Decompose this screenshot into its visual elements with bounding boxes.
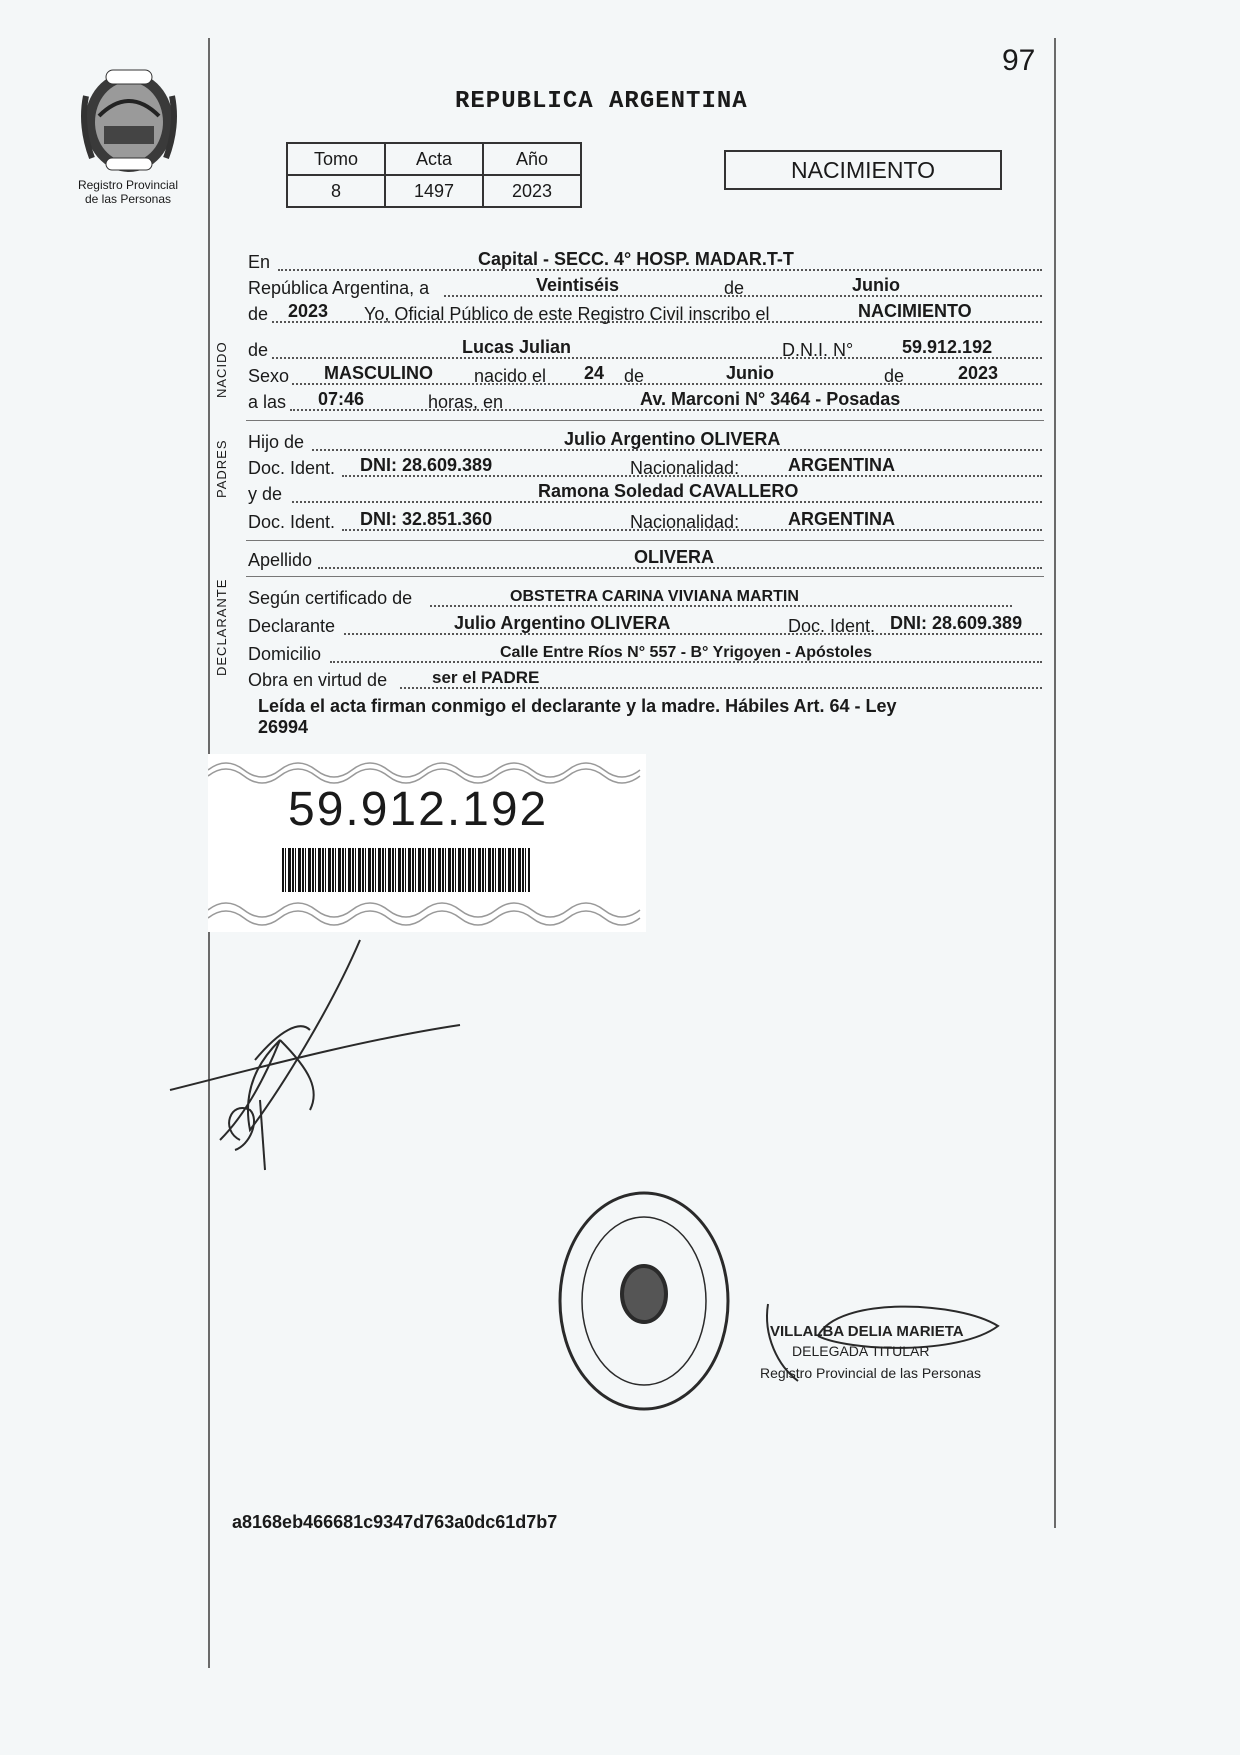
official-signature-block (758, 1296, 1008, 1386)
signer-name: VILLALBA DELIA MARIETA (770, 1323, 964, 1340)
header-tomo: Tomo (287, 143, 385, 175)
value-declarante-dni: DNI: 28.609.389 (890, 613, 1023, 633)
value-day: Veintiséis (536, 275, 620, 295)
label-a-las: a las (248, 392, 287, 412)
label-republica: República Argentina, a (248, 278, 430, 298)
label-en: En (248, 252, 271, 272)
closing-note-line2: 26994 (258, 717, 309, 737)
right-margin-line (1054, 38, 1056, 1528)
signer-org: Registro Provincial de las Personas (760, 1365, 981, 1381)
row-declarante (248, 612, 1042, 636)
row-hora (248, 388, 1042, 412)
label-de-2: de (248, 304, 269, 324)
divider-1 (246, 420, 1044, 421)
row-sexo (248, 362, 1042, 386)
value-lugar: Av. Marconi N° 3464 - Posadas (640, 389, 901, 409)
signer-role: DELEGADA TITULAR (792, 1343, 930, 1359)
label-nacido-el: nacido el (474, 366, 547, 386)
logo-caption-line2: de las Personas (84, 192, 172, 206)
label-obra: Obra en virtud de (248, 670, 388, 690)
value-birth-month: Junio (726, 363, 774, 383)
logo-caption-line1: Registro Provincial (77, 178, 179, 192)
label-de-3: de (248, 340, 269, 360)
value-acta: 1497 (385, 175, 483, 207)
label-doc-ident-3: Doc. Ident. (788, 616, 876, 636)
row-obra (248, 666, 1042, 690)
row-name (248, 336, 1042, 360)
row-doc2 (248, 508, 1042, 532)
misiones-coat-of-arms-icon (74, 66, 184, 176)
value-father-nationality: ARGENTINA (788, 455, 895, 475)
record-type-box: NACIMIENTO (724, 150, 1002, 190)
label-dni: D.N.I. N° (782, 340, 854, 360)
page-number: 97 (1002, 44, 1036, 77)
label-hijo-de: Hijo de (248, 432, 305, 452)
label-nacionalidad-2: Nacionalidad: (630, 512, 740, 532)
label-segun-certificado: Según certificado de (248, 588, 413, 608)
provincial-logo (62, 66, 194, 206)
value-apellido: OLIVERA (634, 547, 715, 567)
value-month: Junio (852, 275, 900, 295)
header-acta: Acta (385, 143, 483, 175)
label-sexo: Sexo (248, 366, 290, 386)
official-stamp (554, 1186, 734, 1416)
label-domicilio: Domicilio (248, 644, 322, 664)
side-label-declarante: DECLARANTE (214, 578, 229, 676)
value-domicilio: Calle Entre Ríos N° 557 - B° Yrigoyen - Apóstoles (500, 644, 872, 661)
label-y-de: y de (248, 484, 283, 504)
value-certificado: OBSTETRA CARINA VIVIANA MARTIN (510, 588, 799, 605)
row-certificado (248, 584, 1042, 608)
label-de-4: de (624, 366, 645, 386)
value-birth-day: 24 (584, 363, 605, 383)
value-child-name: Lucas Julian (462, 337, 572, 357)
value-tomo: 8 (287, 175, 385, 207)
barcode-number: 59.912.192 (288, 783, 549, 836)
value-dni: 59.912.192 (902, 337, 993, 357)
value-hora: 07:46 (318, 389, 365, 409)
row-oficial (248, 300, 1042, 324)
barcode-icon (282, 848, 530, 892)
document-hash: a8168eb466681c9347d763a0dc61d7b7 (232, 1512, 558, 1532)
value-inscribo: NACIMIENTO (858, 301, 972, 321)
value-mother: Ramona Soledad CAVALLERO (538, 481, 799, 501)
value-father-dni: DNI: 28.609.389 (360, 455, 493, 475)
value-birth-year: 2023 (958, 363, 999, 383)
document-title: REPUBLICA ARGENTINA (455, 88, 748, 115)
label-doc-ident-2: Doc. Ident. (248, 512, 336, 532)
value-obra: ser el PADRE (432, 668, 540, 687)
label-nacionalidad-1: Nacionalidad: (630, 458, 740, 478)
value-sexo: MASCULINO (324, 363, 433, 383)
record-table-header-row (287, 143, 581, 175)
value-year: 2023 (288, 301, 329, 321)
record-table (286, 142, 582, 208)
row-en (248, 248, 1042, 272)
closing-note-line1: Leída el acta firman conmigo el declarante y la madre. Hábiles Art. 64 - Ley (258, 696, 897, 716)
value-mother-nationality: ARGENTINA (788, 509, 895, 529)
record-table-value-row (287, 175, 581, 207)
value-mother-dni: DNI: 32.851.360 (360, 509, 493, 529)
divider-2 (246, 540, 1044, 541)
value-location: Capital - SECC. 4° HOSP. MADAR.T-T (478, 249, 794, 269)
value-declarante: Julio Argentino OLIVERA (454, 613, 671, 633)
value-father: Julio Argentino OLIVERA (564, 429, 781, 449)
value-ano: 2023 (483, 175, 581, 207)
header-ano: Año (483, 143, 581, 175)
side-label-nacido: NACIDO (214, 341, 229, 398)
closing-note (258, 696, 1018, 738)
row-doc1 (248, 454, 1042, 478)
label-de-5: de (884, 366, 905, 386)
label-de-1: de (724, 278, 745, 298)
label-apellido: Apellido (248, 550, 313, 570)
handwritten-signature-declarante (160, 930, 480, 1180)
guilloche-pattern-icon (208, 754, 646, 932)
barcode-sticker (208, 754, 646, 932)
label-doc-ident-1: Doc. Ident. (248, 458, 336, 478)
divider-3 (246, 576, 1044, 577)
row-apellido (248, 546, 1042, 570)
row-hijo (248, 428, 1042, 452)
row-domicilio (248, 640, 1042, 664)
label-oficial: Yo, Oficial Público de este Registro Civil inscribo el (364, 304, 770, 324)
label-declarante: Declarante (248, 616, 336, 636)
row-yde (248, 480, 1042, 504)
row-republica (248, 274, 1042, 298)
label-horas-en: horas, en (428, 392, 504, 412)
side-label-padres: PADRES (214, 439, 229, 498)
